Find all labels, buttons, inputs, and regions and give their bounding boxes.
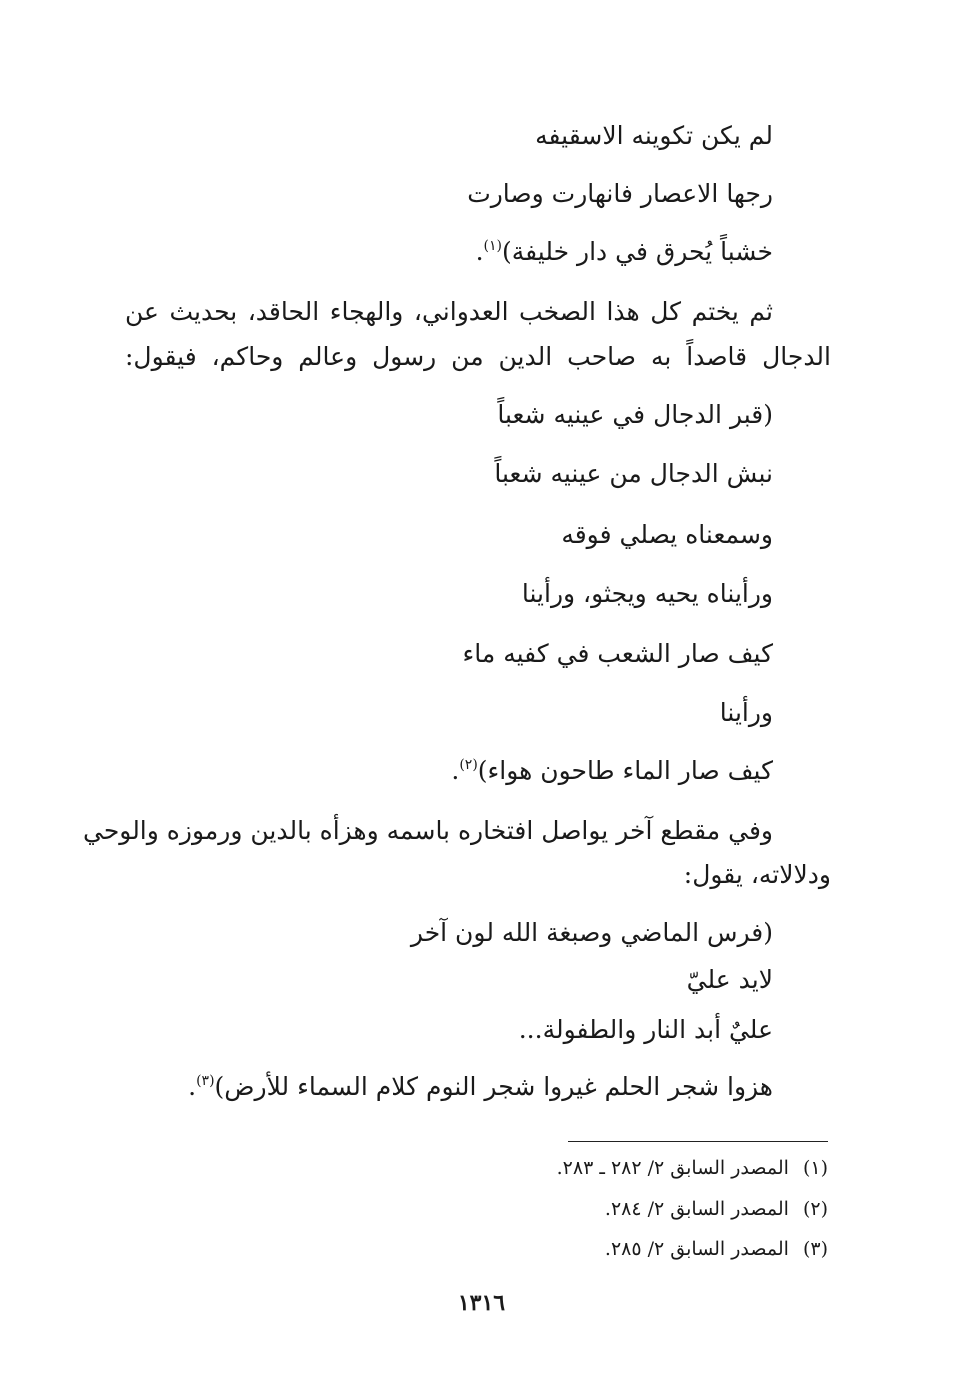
footnote-ref: (٢) [459, 757, 478, 773]
footnote-ref: (٣) [196, 1073, 215, 1089]
footnote-number: (١) [802, 1157, 828, 1179]
page-number: ١٣١٦ [457, 1290, 506, 1316]
paragraph-line: ثم يختم كل هذا الصخب العدواني، والهجاء الحاقد، بحديث عن [125, 297, 773, 326]
poem-line: ورأيناه يحيه ويجثو، ورأينا [521, 579, 773, 608]
footnote-separator [568, 1141, 828, 1142]
poem-line: عليٌ أبد النار والطفولة... [518, 1015, 773, 1044]
poem-line-end: . [475, 237, 484, 266]
poem-line [476, 235, 773, 269]
footnote-number: (٣) [802, 1238, 828, 1260]
poem-line-text: هزوا شجر الحلم غيروا شجر النوم كلام السماء للأرض) [214, 1072, 773, 1101]
paragraph-line: ودلالاته، يقول: [683, 860, 831, 889]
poem-line-text: كيف صار الماء طاحون هواء) [477, 756, 773, 785]
footnote-text: المصدر السابق ٢/ ٢٨٤. [604, 1198, 789, 1220]
footnote [557, 1155, 828, 1181]
footnote [605, 1196, 828, 1222]
footnote-text: المصدر السابق ٢/ ٢٨٥. [604, 1238, 789, 1260]
footnote [605, 1236, 828, 1262]
poem-line [188, 1070, 773, 1104]
poem-line: رجها الاعصار فانهارت وصارت [467, 179, 773, 208]
poem-line: (قبر الدجال في عينيه شعباً [497, 400, 773, 429]
poem-line: (فرس الماضي وصبغة الله لون آخر [410, 918, 773, 947]
paragraph-line: الدجال قاصداً به صاحب الدين من رسول وعالم وحاكم، فيقول: [125, 342, 832, 371]
paragraph-line: وفي مقطع آخر يواصل افتخاره باسمه وهزأه بالدين ورموزه والوحي [82, 816, 773, 845]
poem-line-end: . [188, 1072, 197, 1101]
poem-line [451, 754, 773, 788]
footnote-number: (٢) [802, 1198, 828, 1220]
poem-line: كيف صار الشعب في كفيه ماء [462, 639, 773, 668]
poem-line-end: . [451, 756, 460, 785]
poem-line: نبش الدجال من عينيه شعباً [494, 459, 773, 488]
footnote-ref: (١) [483, 238, 502, 254]
poem-line: لايد عليّ [686, 965, 773, 994]
poem-line: ورأينا [719, 698, 773, 727]
poem-line: لم يكن تكوينه الاسقيفه [535, 121, 773, 150]
footnote-text: المصدر السابق ٢/ ٢٨٢ ـ ٢٨٣. [556, 1157, 789, 1179]
poem-line: وسمعناه يصلي فوقه [561, 520, 773, 549]
poem-line-text: خشباً يُحرق في دار خليفة) [501, 237, 773, 266]
